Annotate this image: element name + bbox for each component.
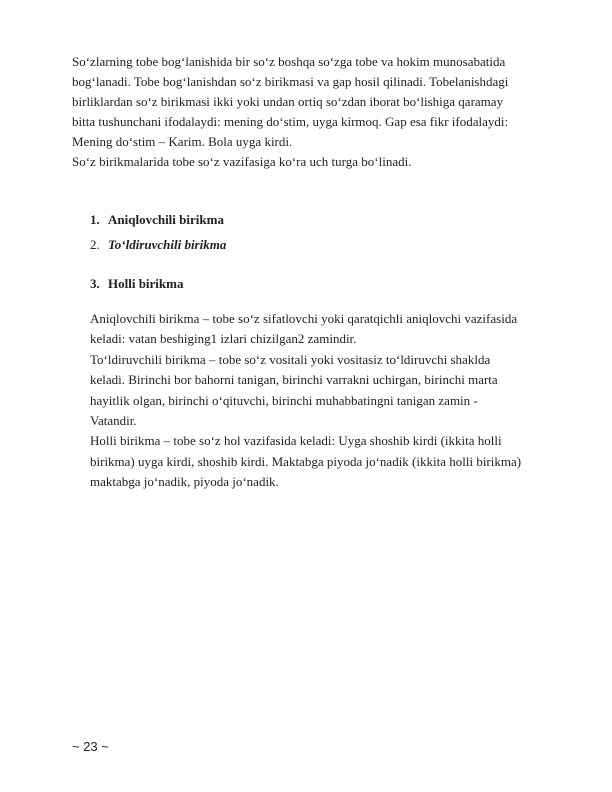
body-line: Holli birikma – tobe so‘z hol vazifasida keladi: Uyga shoshib kirdi (ikkita holli: [90, 433, 502, 449]
list-item: [90, 212, 224, 228]
intro-paragraph: [72, 52, 572, 172]
list-item: [90, 276, 183, 292]
body-line: birikma) uyga kirdi, shoshib kirdi. Maktabga piyoda jo‘nadik (ikkita holli birikma): [90, 453, 522, 469]
list-item: [90, 237, 226, 253]
list-label: To‘ldiruvchili birikma: [108, 237, 227, 252]
body-line: maktabga jo‘nadik, piyoda jo‘nadik.: [90, 474, 279, 490]
body-line: Aniqlovchili birikma – tobe so‘z sifatlovchi yoki qaratqichli aniqlovchi vazifasida: [90, 311, 518, 326]
body-line: Vatandir.: [90, 413, 137, 429]
body-line: To‘ldiruvchili birikma – tobe so‘z vositali yoki vositasiz to‘ldiruvchi shaklda: [90, 351, 491, 367]
body-line: keladi. Birinchi bor bahorni tanigan, birinchi varrakni uchirgan, birinchi marta: [90, 372, 498, 388]
definitions-paragraph: [90, 309, 560, 493]
intro-line: So‘z birikmalarida tobe so‘z vazifasiga ko‘ra uch turga bo‘linadi.: [72, 154, 412, 169]
list-label: Aniqlovchili birikma: [108, 212, 224, 227]
list-number: 1.: [90, 212, 100, 227]
intro-line: So‘zlarning tobe bog‘lanishida bir so‘z boshqa so‘zga tobe va hokim munosabatida: [72, 54, 506, 69]
intro-line: bog‘lanadi. Tobe bog‘lanishdan so‘z birikmasi va gap hosil qilinadi. Tobelanishdagi: [72, 74, 509, 89]
body-line: hayitlik olgan, birinchi o‘qituvchi, birinchi muhabbatingni tanigan zamin -: [90, 392, 478, 408]
intro-line: birliklardan so‘z birikmasi ikki yoki undan ortiq so‘zdan iborat bo‘lishiga qaramay: [72, 94, 504, 109]
list-label: Holli birikma: [108, 276, 184, 291]
body-line: keladi: vatan beshiging1 izlari chizilgan2 zamindir.: [90, 331, 357, 347]
intro-line: bitta tushunchani ifodalaydi: mening do‘stim, uyga kirmoq. Gap esa fikr ifodalaydi:: [72, 114, 509, 129]
page-number: ~ 23 ~: [72, 739, 109, 754]
intro-line: Mening do‘stim – Karim. Bola uyga kirdi.: [72, 134, 293, 149]
list-number: 3.: [90, 276, 100, 291]
list-number: 2.: [90, 237, 100, 252]
